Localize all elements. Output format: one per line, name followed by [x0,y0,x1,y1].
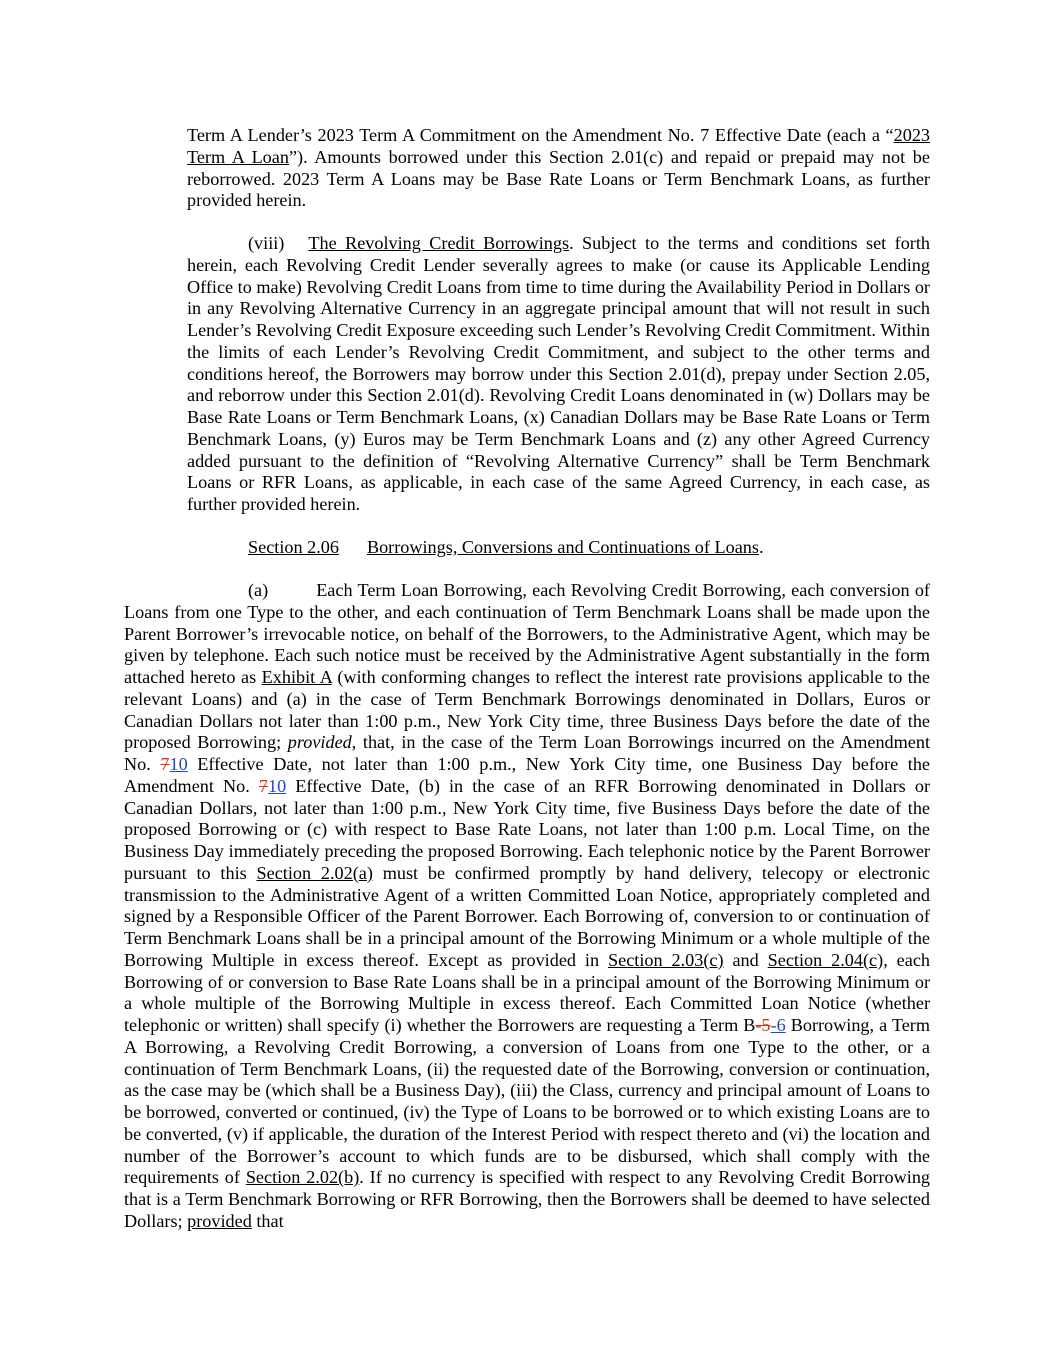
section-heading [248,537,764,559]
text-run: , each Borrowing of or conversion to Base Rate Loans shall be in a principal amount of the Borrowing Minimum or a whole multiple of the Borrowing Multiple in excess thereof. Each Committed Loan Notice (whether telephonic or written) shall specify (i) whether the Borrowers are requesting a Term B [124,949,930,1035]
inserted-text: 10 [268,775,287,796]
section-reference: Section 2.02(a) [256,862,373,883]
paragraph-term-a-loan [187,125,930,212]
defined-term: 2023 Term A Loan [187,125,930,167]
section-reference: Section 2.03(c) [608,949,724,970]
text-run: must be confirmed promptly by hand delivery, telecopy or electronic transmission to the Administrative Agent of a written Committed Loan Notice, appropriately completed and signed by a Responsible Officer of the Parent Borrower. Each Borrowing of, conversion to or continuation of Term Benchmark Loans shall be in a principal amount of the Borrowing Minimum or a whole multiple of the Borrowing Multiple in excess thereof. Except as provided in [124,862,930,970]
paragraph-revolving-credit-borrowings [187,233,930,516]
deleted-text: 7 [258,775,268,796]
clause-heading: The Revolving Credit Borrowings [308,233,570,253]
exhibit-reference: Exhibit A [261,667,332,687]
italic-term: provided [287,732,352,753]
text-run: Term A Lender’s 2023 Term A Commitment on the Amendment No. 7 Effective Date (each a “ [187,125,894,145]
text-run: and [723,949,768,970]
underlined-term: provided [187,1210,252,1231]
text-run: Effective Date, not later than 1:00 p.m., New York City time, one Business Day before the Amendment No. [124,754,930,796]
text-run: Borrowing, a Term A Borrowing, a Revolving Credit Borrowing, a conversion of Loans from one Type to the other, or a continuation of Term Benchmark Loans, (ii) the requested date of the Borrowing, conversion or continuation, as the case may be (which shall be a Business Day), (iii) the Class, currency and principal amount of Loans to be borrowed, converted or continued, (iv) the Type of Loans to be borrowed or to which existing Loans are to be converted, (v) if applicable, the duration of the Interest Period with respect thereto and (vi) the location and number of the Borrower’s account to which funds are to be disbursed, which shall comply with the requirements of [124,1015,930,1188]
clause-number: (viii) [248,233,285,253]
text-run: (with conforming changes to reflect the interest rate provisions applicable to the relevant Loans) and (a) in the case of Term Benchmark Borrowings denominated in Dollars, Euros or Canadian Dollars not later than 1:00 p.m., New York City time, three Business Days before the date of the proposed Borrowing; [124,667,930,753]
section-reference: Section 2.02(b) [245,1167,360,1188]
deleted-text: -5 [755,1015,771,1035]
text-run: ”). Amounts borrowed under this Section 2.01(c) and repaid or prepaid may not be reborrowed. 2023 Term A Loans may be Base Rate Loans or Term Benchmark Loans, as further provided herein. [187,146,930,211]
inserted-text: -6 [770,1015,786,1035]
text-run: . [758,537,764,557]
text-run: Effective Date, (b) in the case of an RFR Borrowing denominated in Dollars or Canadian Dollars, not later than 1:00 p.m., New York City time, five Business Days before the date of the proposed Borrowing or (c) with respect to Base Rate Loans, not later than 1:00 p.m. Local Time, on the Business Day immediately preceding the proposed Borrowing. Each telephonic notice by the Parent Borrower pursuant to this [124,775,931,883]
text-run: that [251,1210,284,1231]
paragraph-section-2-06-a [124,580,930,1233]
clause-number: (a) [248,580,269,600]
text-run: . If no currency is specified with respect to any Revolving Credit Borrowing that is a Term Benchmark Borrowing or RFR Borrowing, then the Borrowers shall be deemed to have selected Dollars; [124,1167,931,1231]
section-reference: Section 2.04(c) [767,949,884,970]
section-number: Section 2.06 [248,537,339,557]
section-title: Borrowings, Conversions and Continuations of Loans [366,537,759,557]
deleted-text: 7 [160,754,170,774]
text-run: , that, in the case of the Term Loan Borrowings incurred on the Amendment No. [124,732,930,774]
text-run: . Subject to the terms and conditions set forth herein, each Revolving Credit Lender severally agrees to make (or cause its Applicable Lending Office to make) Revolving Credit Loans from time to time during the Availability Period in Dollars or in any Revolving Alternative Currency in an aggregate principal amount that will not result in such Lender’s Revolving Credit Exposure exceeding such Lender’s Revolving Credit Commitment. Within the limits of each Lender’s Revolving Credit Commitment, and subject to the other terms and conditions hereof, the Borrowers may borrow under this Section 2.01(d), prepay under Section 2.05, and reborrow under this Section 2.01(d). Revolving Credit Loans denominated in (w) Dollars may be Base Rate Loans or Term Benchmark Loans, (x) Canadian Dollars may be Base Rate Loans or Term Benchmark Loans, (y) Euros may be Term Benchmark Loans and (z) any other Agreed Currency added pursuant to the definition of “Revolving Alternative Currency” shall be Term Benchmark Loans or RFR Loans, as applicable, in each case of the same Agreed Currency, in each case, as further provided herein. [187,233,930,514]
text-run: Each Term Loan Borrowing, each Revolving Credit Borrowing, each conversion of Loans from one Type to the other, and each continuation of Term Benchmark Loans shall be made upon the Parent Borrower’s irrevocable notice, on behalf of the Borrowers, to the Administrative Agent, which may be given by telephone. Each such notice must be received by the Administrative Agent substantially in the form attached hereto as [124,580,930,687]
inserted-text: 10 [169,754,188,774]
